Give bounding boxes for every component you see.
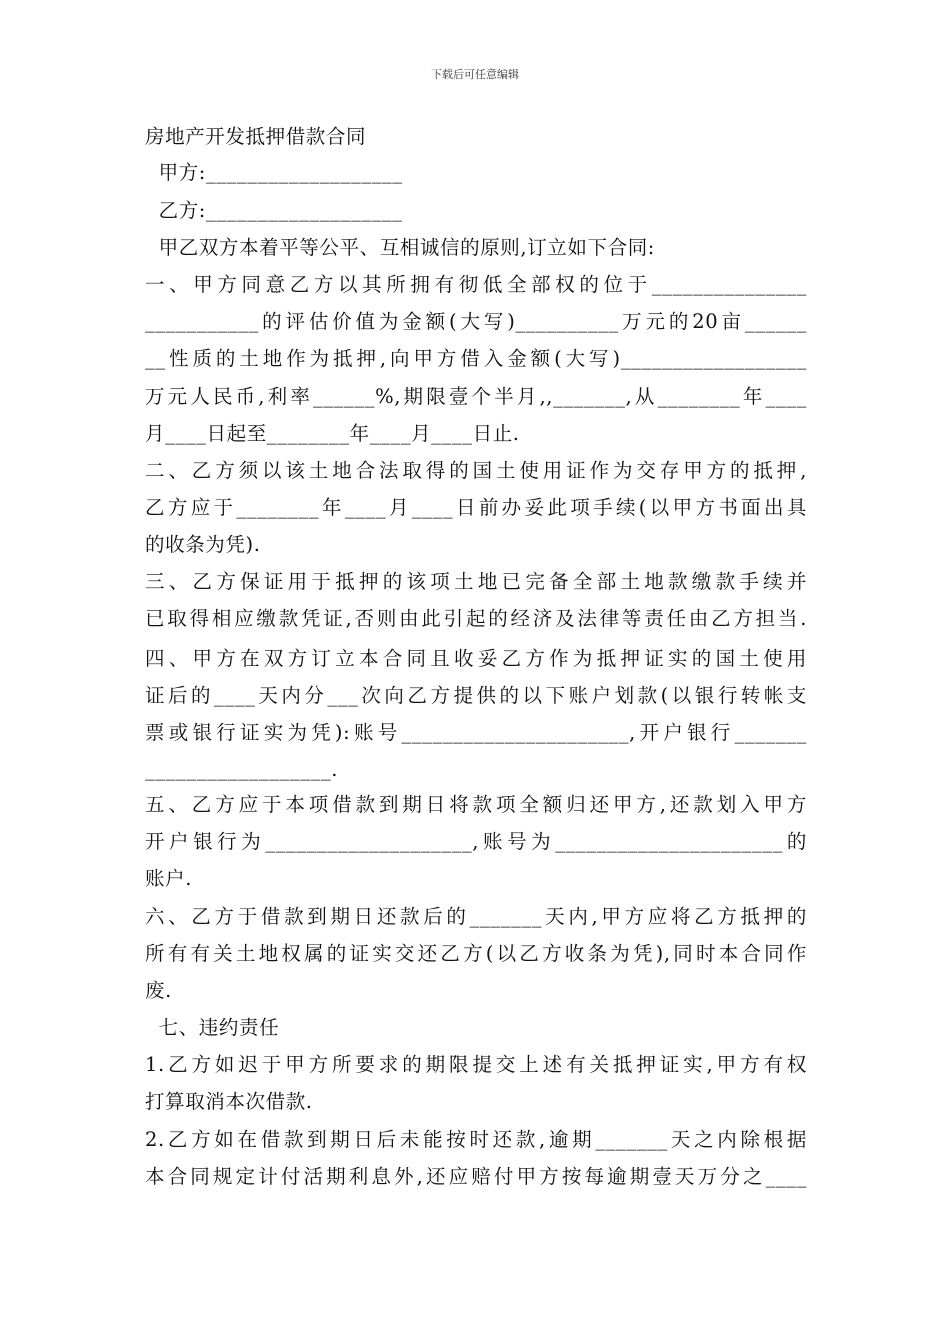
clause-3-line-1: 三、乙方保证用于抵押的该项土地已完备全部土地款缴款手续并 [145,570,807,593]
clause-5-line-1: 五、乙方应于本项借款到期日将款项全额归还甲方,还款划入甲方 [145,793,807,816]
clause-4-line-3: 票或银行证实为凭):账号______________________,开户银行_______ [145,721,807,744]
clause-1-line-5: 月____日起至________年____月____日止. [145,422,520,445]
clause-4-line-2: 证后的____天内分___次向乙方提供的以下账户划款(以银行转帐支 [145,684,807,707]
clause-7-1-line-2: 打算取消本次借款. [145,1090,313,1113]
clause-7-2-line-1: 2.乙方如在借款到期日后未能按时还款,逾期_______天之内除根据 [145,1128,807,1151]
preamble: 甲乙双方本着平等公平、互相诚信的原则,订立如下合同: [145,236,655,259]
clause-5-line-2: 开户银行为____________________,账号为______________________的 [145,830,807,853]
clause-7-heading: 七、违约责任 [145,1016,280,1039]
clause-2-line-3: 的收条为凭). [145,533,261,556]
clause-2-line-1: 二、乙方须以该土地合法取得的国土使用证作为交存甲方的抵押, [145,459,807,482]
party-b-line: 乙方:___________________ [145,199,403,222]
clause-1-line-4: 万元人民币,利率______%,期限壹个半月,,_______,从________年____ [145,385,807,408]
clause-4-line-4: __________________. [145,758,339,781]
clause-3-line-2: 已取得相应缴款凭证,否则由此引起的经济及法律等责任由乙方担当. [145,607,807,630]
clause-6-line-1: 六、乙方于借款到期日还款后的_______天内,甲方应将乙方抵押的 [145,905,807,928]
clause-7-2-line-2: 本合同规定计付活期利息外,还应赔付甲方按每逾期壹天万分之____ [145,1165,807,1188]
clause-6-line-2: 所有有关土地权属的证实交还乙方(以乙方收条为凭),同时本合同作 [145,942,807,965]
document-title: 房地产开发抵押借款合同 [145,125,367,148]
clause-7-1-line-1: 1.乙方如迟于甲方所要求的期限提交上述有关抵押证实,甲方有权 [145,1053,807,1076]
clause-1-line-1: 一、甲方同意乙方以其所拥有彻低全部权的位于_______________ [145,273,807,296]
party-a-line: 甲方:___________________ [145,161,403,184]
clause-5-line-3: 账户. [145,867,192,890]
clause-1-line-2: ___________的评估价值为金额(大写)__________万元的20亩______ [145,310,807,333]
clause-6-line-3: 废. [145,979,172,1002]
page-header-note: 下载后可任意编辑 [431,68,519,81]
clause-4-line-1: 四、甲方在双方订立本合同且收妥乙方作为抵押证实的国土使用 [145,647,807,670]
clause-2-line-2: 乙方应于________年____月____日前办妥此项手续(以甲方书面出具 [145,496,807,519]
clause-1-line-3: __性质的土地作为抵押,向甲方借入金额(大写)__________________ [145,347,807,370]
